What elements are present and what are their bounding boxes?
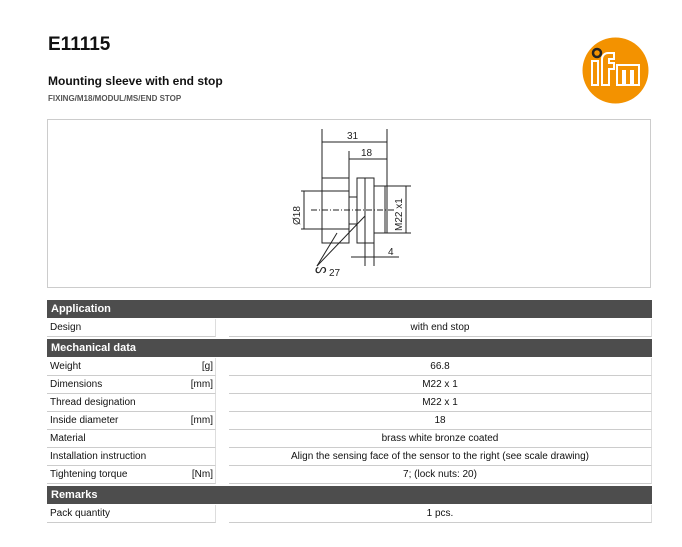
specs-table (47, 300, 652, 523)
dim-thread: M22 x1 (394, 198, 405, 231)
row-label-cell (47, 505, 216, 523)
section-header: Remarks (47, 486, 652, 504)
scale-drawing (47, 119, 651, 288)
row-label-cell (47, 412, 216, 430)
row-label: Inside diameter (50, 415, 119, 426)
row-label-cell (47, 358, 216, 376)
row-label-cell (47, 319, 216, 337)
row-value: with end stop (229, 319, 652, 337)
row-label: Design (50, 322, 82, 333)
table-row (47, 394, 652, 412)
table-row (47, 319, 652, 337)
table-row (47, 466, 652, 484)
table-row (47, 505, 652, 523)
row-label-cell (47, 430, 216, 448)
row-value: 1 pcs. (229, 505, 652, 523)
table-row (47, 412, 652, 430)
row-label-cell (47, 448, 216, 466)
row-value: brass white bronze coated (229, 430, 652, 448)
row-value: 18 (229, 412, 652, 430)
row-label-cell (47, 394, 216, 412)
table-row (47, 376, 652, 394)
table-row (47, 430, 652, 448)
row-unit: [mm] (190, 415, 213, 426)
row-label: Tightening torque (50, 469, 128, 480)
row-label: Weight (50, 361, 81, 372)
row-label: Dimensions (50, 379, 103, 390)
row-unit: [Nm] (191, 469, 213, 480)
product-name: Mounting sleeve with end stop (48, 74, 223, 88)
ifm-logo (582, 37, 649, 104)
wrench-size: 27 (329, 268, 341, 279)
row-value: M22 x 1 (229, 394, 652, 412)
dim-endstop: 4 (388, 247, 394, 258)
wrench-icon: ᔕ (315, 261, 327, 276)
row-label: Thread designation (50, 397, 136, 408)
section-header: Application (47, 300, 652, 318)
product-code: E11115 (48, 34, 111, 55)
table-row (47, 448, 652, 466)
row-value: 66.8 (229, 358, 652, 376)
dim-thread-length: 18 (361, 148, 373, 159)
row-label-cell (47, 376, 216, 394)
row-label-cell (47, 466, 216, 484)
row-value: Align the sensing face of the sensor to the right (see scale drawing) (229, 448, 652, 466)
dim-inner-diameter: Ø18 (292, 206, 303, 225)
row-unit: [mm] (190, 379, 213, 390)
row-unit: [g] (201, 361, 213, 372)
product-category: FIXING/M18/MODUL/MS/END STOP (48, 94, 182, 103)
row-value: 7; (lock nuts: 20) (229, 466, 652, 484)
dim-length: 31 (347, 131, 359, 142)
row-value: M22 x 1 (229, 376, 652, 394)
row-label: Pack quantity (50, 508, 111, 519)
table-row (47, 358, 652, 376)
row-label: Installation instruction (50, 451, 147, 462)
section-header: Mechanical data (47, 339, 652, 357)
row-label: Material (50, 433, 86, 444)
